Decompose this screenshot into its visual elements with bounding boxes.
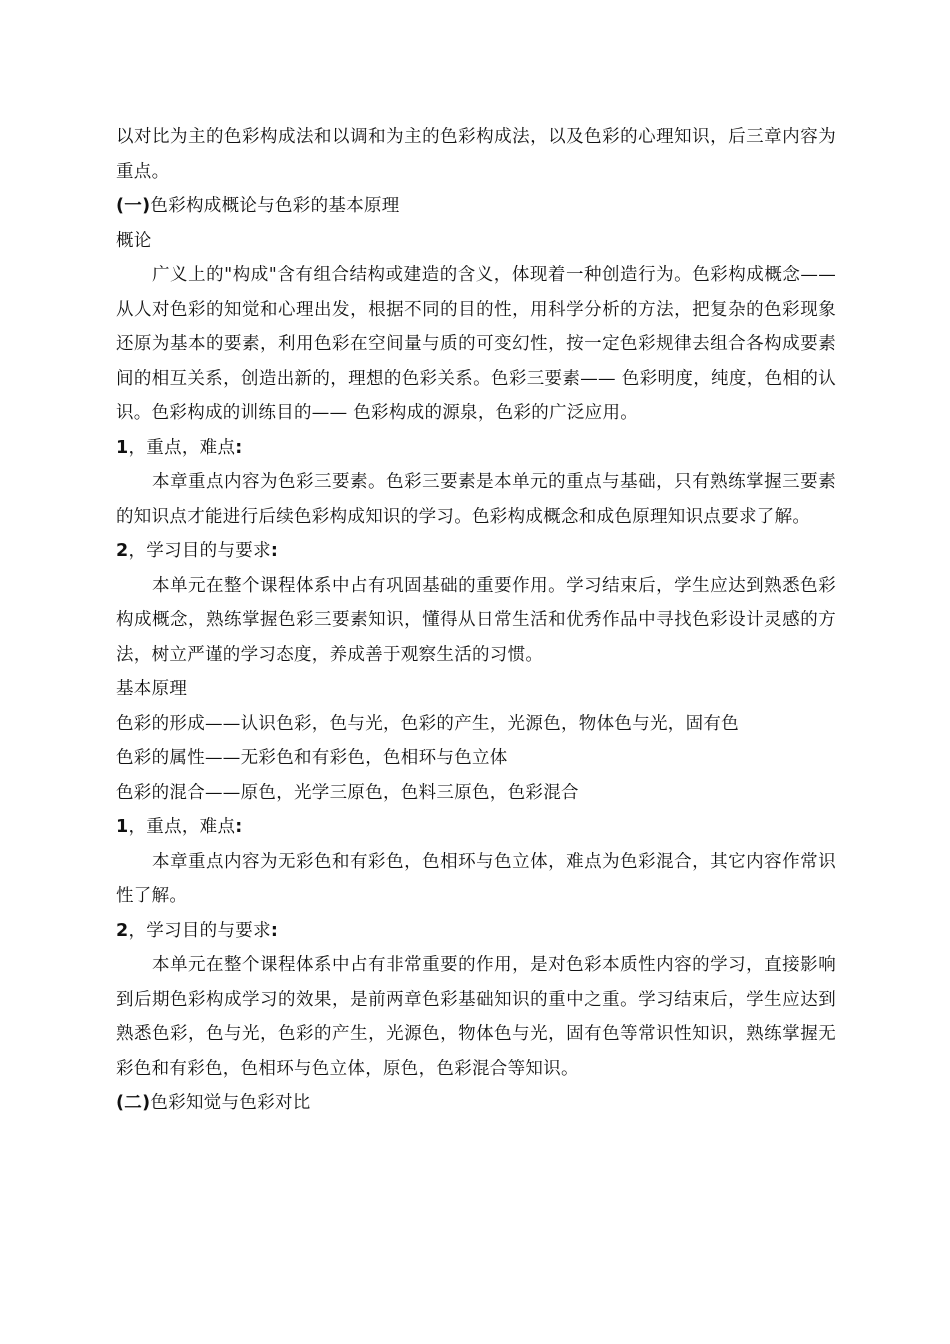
item-label: ，学习目的与要求 (128, 920, 271, 941)
item-number: 1 (116, 437, 129, 458)
subheading-overview: 概论 (116, 230, 152, 251)
goals-heading (116, 534, 836, 569)
principle-item: 色彩的属性——无彩色和有彩色，色相环与色立体 (116, 748, 508, 768)
goals-paragraph: 本单元在整个课程体系中占有巩固基础的重要作用。学习结束后，学生应达到熟悉色彩构成概念，熟练掌握色彩三要素知识，懂得从日常生活和优秀作品中寻找色彩设计灵感的方法，树立严谨的学习态度，养成善于观察生活的习惯。 (116, 575, 836, 665)
key-points-paragraph: 本章重点内容为无彩色和有彩色，色相环与色立体，难点为色彩混合，其它内容作常识性了解。 (116, 851, 836, 906)
item-label: ，重点，难点 (128, 437, 236, 458)
item-colon: : (270, 920, 279, 941)
section-marker: (一) (116, 196, 151, 216)
key-points-heading (116, 431, 836, 466)
key-points-paragraph: 本章重点内容为色彩三要素。色彩三要素是本单元的重点与基础，只有熟练掌握三要素的知识点才能进行后续色彩构成知识的学习。色彩构成概念和成色原理知识点要求了解。 (116, 472, 836, 527)
key-points-heading (116, 810, 836, 845)
item-colon: : (235, 817, 243, 837)
principle-item: 色彩的混合——原色，光学三原色，色料三原色，色彩混合 (116, 782, 579, 803)
intro-paragraph: 以对比为主的色彩构成法和以调和为主的色彩构成法，以及色彩的心理知识，后三章内容为重点。 (116, 127, 836, 182)
document-body (116, 120, 836, 1121)
section-heading-1 (116, 189, 836, 224)
item-number: 2 (116, 920, 129, 941)
section-title: 色彩构成概论与色彩的基本原理 (150, 196, 400, 216)
item-number: 1 (116, 817, 129, 837)
principle-item: 色彩的形成——认识色彩，色与光，色彩的产生，光源色，物体色与光，固有色 (116, 713, 739, 734)
item-label: ，重点，难点 (128, 817, 236, 837)
section-heading-2 (116, 1086, 836, 1121)
section-marker: (二) (116, 1093, 151, 1113)
item-colon: : (270, 541, 279, 561)
goals-paragraph: 本单元在整个课程体系中占有非常重要的作用，是对色彩本质性内容的学习，直接影响到后期色彩构成学习的效果，是前两章色彩基础知识的重中之重。学习结束后，学生应达到熟悉色彩，色与光，色彩的产生，光源色，物体色与光，固有色等常识性知识，熟练掌握无彩色和有彩色，色相环与色立体，原色，色彩混合等知识。 (116, 955, 836, 1079)
item-label: ，学习目的与要求 (128, 541, 271, 561)
goals-heading (116, 914, 836, 949)
overview-paragraph: 广义上的"构成"含有组合结构或建造的含义，体现着一种创造行为。色彩构成概念—— 从人对色彩的知觉和心理出发，根据不同的目的性，用科学分析的方法，把复杂的色彩现象还原为基本的要素，利用色彩在空间量与质的可变幻性，按一定色彩规律去组合各构成要素间的相互关系，创造出新的，理想的色彩关系。色彩三要素—— 色彩明度，纯度，色相的认识。色彩构成的训练目的—— 色彩构成的源泉，色彩的广泛应用。 (116, 265, 836, 423)
item-number: 2 (116, 541, 129, 561)
section-title: 色彩知觉与色彩对比 (150, 1093, 311, 1113)
item-colon: : (235, 437, 243, 458)
subheading-principles: 基本原理 (116, 679, 188, 699)
